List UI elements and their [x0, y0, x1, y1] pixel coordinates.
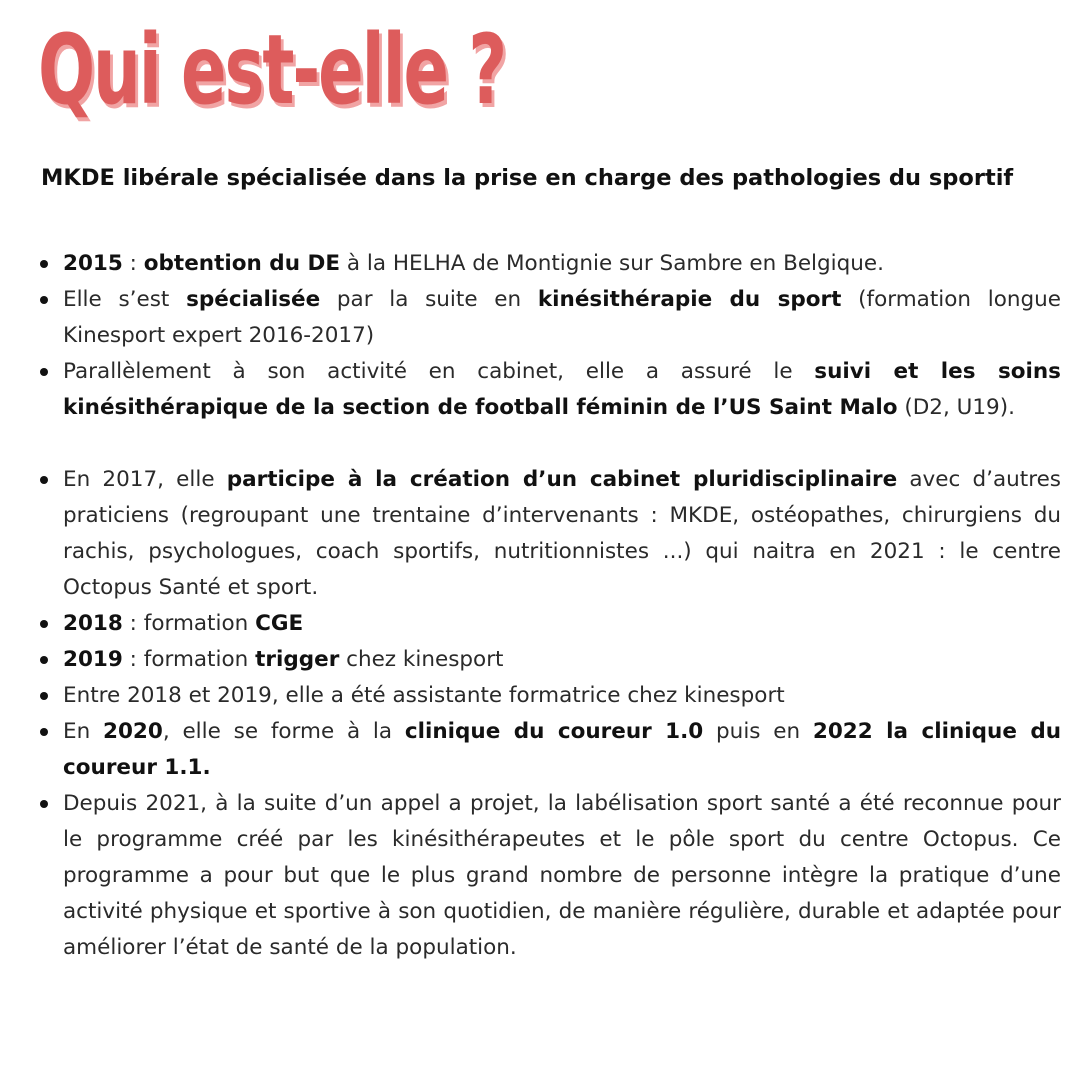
body-text: Elle s’est — [63, 287, 187, 312]
bio-list-item — [63, 606, 1061, 642]
body-text: Entre 2018 et 2019, elle a été assistante formatrice chez kinesport — [63, 683, 785, 708]
bold-text: participe à la création d’un cabinet pluridisciplinaire — [226, 467, 898, 492]
bio-list-item — [63, 354, 1061, 426]
body-text: chez kinesport — [339, 647, 504, 672]
bio-list — [63, 246, 1061, 966]
body-text: , elle se forme à la — [162, 719, 405, 744]
bullet-icon — [40, 656, 48, 664]
body-text: avec d’autres praticiens (regroupant une trentaine d’intervenants : MKDE, ostéopathes, chirurgiens du rachis, psychologues, coach sportifs, nutritionnistes ...) qui naitra en 2021 : le centre Octopus Santé et sport. — [63, 467, 1061, 600]
page-subtitle: MKDE libérale spécialisée dans la prise en charge des pathologies du sportif — [41, 165, 1014, 191]
body-text: à la HELHA de Montignie sur Sambre en Belgique. — [340, 251, 884, 276]
bold-text: obtention du DE — [143, 251, 341, 276]
bold-text: suivi et les soins kinésithérapique de la section de football féminin de l’US Saint Malo — [63, 359, 1061, 420]
bio-list-item — [63, 678, 1061, 714]
body-text: (D2, U19). — [897, 395, 1015, 420]
body-text: par la suite en — [320, 287, 538, 312]
bio-list-item — [63, 462, 1061, 606]
page-title: Qui est-elle ? — [38, 14, 506, 126]
bullet-icon — [40, 620, 48, 628]
body-text: : formation — [122, 647, 256, 672]
bold-text: clinique du coureur 1.0 — [404, 719, 704, 744]
bold-text: CGE — [255, 611, 304, 636]
bold-text: trigger — [255, 647, 340, 672]
bullet-icon — [40, 368, 48, 376]
body-text: : — [122, 251, 144, 276]
bullet-icon — [40, 476, 48, 484]
body-text: : formation — [122, 611, 256, 636]
body-text: Depuis 2021, à la suite d’un appel a projet, la labélisation sport santé a été reconnue pour le programme créé par les kinésithérapeutes et le pôle sport du centre Octopus. Ce programme a pour but que le plus grand nombre de personne intègre la pratique d’une activité physique et sportive à son quotidien, de manière régulière, durable et adaptée pour améliorer l’état de santé de la population. — [63, 791, 1061, 960]
bold-text: spécialisée — [186, 287, 321, 312]
body-text: Parallèlement à son activité en cabinet, elle a assuré le — [63, 359, 815, 384]
bold-text: kinésithérapie du sport — [537, 287, 842, 312]
bio-list-item — [63, 642, 1061, 678]
bold-text: 2020 — [103, 719, 163, 744]
bullet-icon — [40, 260, 48, 268]
bold-text: 2018 — [63, 611, 123, 636]
bullet-icon — [40, 296, 48, 304]
bullet-icon — [40, 692, 48, 700]
bio-list-item — [63, 786, 1061, 966]
bold-text: 2019 — [63, 647, 123, 672]
bio-list-item — [63, 714, 1061, 786]
body-text: (formation longue Kinesport expert 2016-2017) — [63, 287, 1061, 348]
body-text: En — [63, 719, 103, 744]
body-text: En 2017, elle — [63, 467, 227, 492]
bio-list-item — [63, 282, 1061, 354]
bullet-icon — [40, 800, 48, 808]
body-text: puis en — [703, 719, 813, 744]
bold-text: 2015 — [63, 251, 123, 276]
bullet-icon — [40, 728, 48, 736]
bold-text: 2022 la clinique du coureur 1.1. — [63, 719, 1062, 780]
bio-list-item — [63, 246, 1061, 282]
